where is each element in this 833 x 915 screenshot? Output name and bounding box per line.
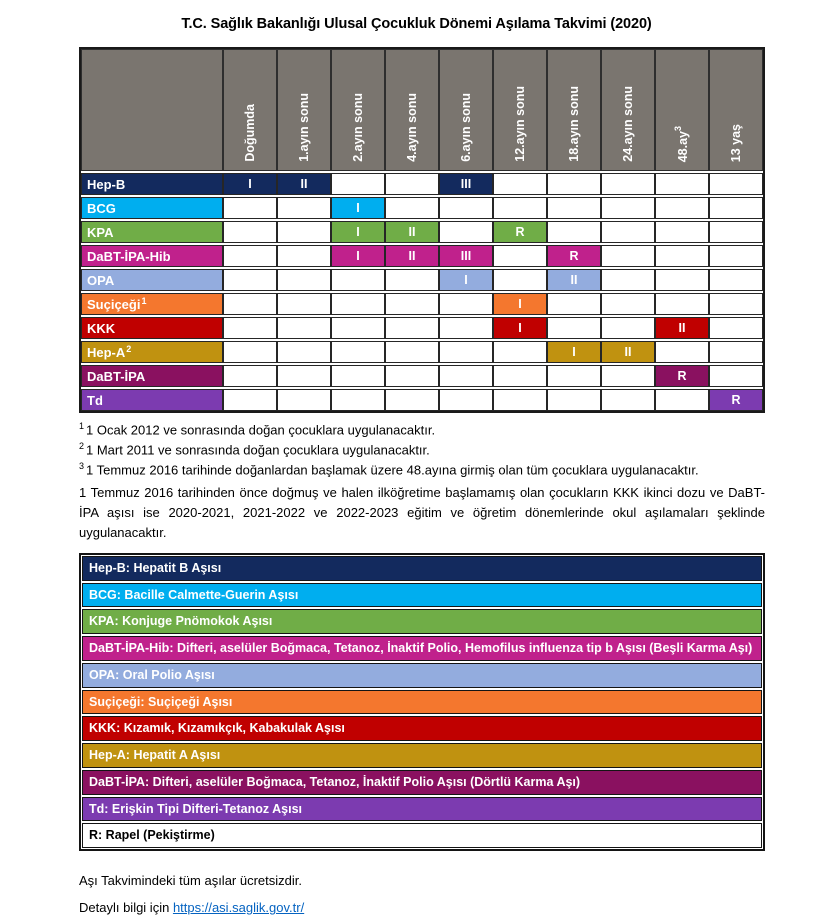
empty-cell: [277, 197, 331, 219]
footnote-text: 1 Mart 2011 ve sonrasında doğan çocuklara uygulanacaktır.: [86, 442, 430, 458]
column-header-2.ayın sonu: [331, 49, 385, 171]
vaccine-row-label: [81, 317, 223, 339]
footnote-text: 1 Temmuz 2016 tarihinde doğanlardan başlamak üzere 48.ayına girmiş olan tüm çocuklara uygulanacaktır.: [86, 462, 699, 478]
column-header-Doğumda: [223, 49, 277, 171]
empty-cell: [331, 317, 385, 339]
dose-cell: II: [277, 173, 331, 195]
empty-cell: [709, 173, 763, 195]
empty-cell: [385, 317, 439, 339]
empty-cell: [331, 293, 385, 315]
empty-cell: [709, 365, 763, 387]
empty-cell: [547, 221, 601, 243]
empty-cell: [439, 389, 493, 411]
empty-cell: [385, 389, 439, 411]
empty-cell: [385, 365, 439, 387]
vaccine-name: DaBT-İPA: [87, 368, 146, 384]
empty-cell: [655, 245, 709, 267]
column-header-label: 1.ayın sonu: [297, 93, 311, 162]
content-area: [79, 47, 765, 851]
empty-cell: [655, 221, 709, 243]
page-title: T.C. Sağlık Bakanlığı Ulusal Çocukluk Dönemi Aşılama Takvimi (2020): [181, 16, 652, 32]
column-header-label: 24.ayın sonu: [621, 86, 635, 162]
vaccine-name: DaBT-İPA-Hib: [87, 248, 171, 264]
column-header-13 yaş: [709, 49, 763, 171]
empty-cell: [277, 389, 331, 411]
empty-cell: [709, 197, 763, 219]
vaccine-name: KKK: [87, 320, 116, 336]
dose-cell: I: [331, 221, 385, 243]
vaccine-row-label: [81, 221, 223, 243]
legend-row: Hep-B: Hepatit B Aşısı: [82, 556, 762, 581]
empty-cell: [331, 389, 385, 411]
column-header-label: Doğumda: [243, 104, 257, 162]
column-header-label: 18.ayın sonu: [567, 86, 581, 162]
vaccine-row-label: [81, 293, 223, 315]
empty-cell: [709, 317, 763, 339]
column-header-1.ayın sonu: [277, 49, 331, 171]
vaccine-name: Suçiçeği: [87, 296, 141, 312]
superscript: 1: [141, 296, 147, 306]
dose-cell: III: [439, 173, 493, 195]
footnote-line: [79, 420, 765, 440]
superscript: 1: [79, 421, 85, 431]
column-header-18.ayın sonu: [547, 49, 601, 171]
empty-cell: [601, 389, 655, 411]
empty-cell: [547, 389, 601, 411]
empty-cell: [493, 197, 547, 219]
legend-row: OPA: Oral Polio Aşısı: [82, 663, 762, 688]
empty-cell: [601, 221, 655, 243]
empty-cell: [493, 245, 547, 267]
legend-row: KKK: Kızamık, Kızamıkçık, Kabakulak Aşısı: [82, 716, 762, 741]
legend-row: R: Rapel (Pekiştirme): [82, 823, 762, 848]
empty-cell: [439, 341, 493, 363]
empty-cell: [709, 269, 763, 291]
legend-row: Td: Erişkin Tipi Difteri-Tetanoz Aşısı: [82, 797, 762, 822]
superscript: 2: [79, 441, 85, 452]
empty-cell: [439, 317, 493, 339]
empty-cell: [493, 389, 547, 411]
empty-cell: [601, 317, 655, 339]
empty-cell: [493, 269, 547, 291]
saglik-gov-link[interactable]: https://asi.saglik.gov.tr/: [172, 900, 305, 915]
empty-cell: [655, 389, 709, 411]
empty-cell: [331, 173, 385, 195]
empty-cell: [277, 221, 331, 243]
dose-cell: II: [547, 269, 601, 291]
empty-cell: [223, 341, 277, 363]
empty-cell: [655, 293, 709, 315]
empty-cell: [331, 269, 385, 291]
dose-cell: I: [547, 341, 601, 363]
empty-cell: [601, 365, 655, 387]
empty-cell: [385, 341, 439, 363]
empty-cell: [277, 317, 331, 339]
legend-row: Suçiçeği: Suçiçeği Aşısı: [82, 690, 762, 715]
empty-cell: [709, 341, 763, 363]
empty-cell: [601, 269, 655, 291]
empty-cell: [547, 365, 601, 387]
footnote-line: [79, 460, 765, 480]
legend-row: DaBT-İPA-Hib: Difteri, aselüler Boğmaca, Tetanoz, İnaktif Polio, Hemofilus influenza tip b Aşısı (Beşli Karma Aşı): [82, 636, 762, 661]
dose-cell: II: [601, 341, 655, 363]
column-header-48.ay: [655, 49, 709, 171]
school-vaccination-paragraph: 1 Temmuz 2016 tarihinden önce doğmuş ve halen ilköğretime başlamamış olan çocukların KKK ikinci dozu ve DaBT-İPA aşısı ise 2020-2021, 2021-2022 ve 2022-2023 eğitim ve öğretim dönemlerinde okul aşılamaları şeklinde uygulanacaktır.: [79, 484, 765, 540]
empty-cell: [655, 269, 709, 291]
vaccine-name: KPA: [87, 224, 114, 240]
dose-cell: II: [655, 317, 709, 339]
empty-cell: [385, 293, 439, 315]
vaccine-name: BCG: [87, 200, 116, 216]
footnotes: [79, 420, 765, 481]
vaccine-legend: [79, 553, 765, 851]
empty-cell: [223, 365, 277, 387]
column-header-4.ayın sonu: [385, 49, 439, 171]
empty-cell: [547, 293, 601, 315]
dose-cell: I: [331, 197, 385, 219]
column-header-label: 6.ayın sonu: [459, 93, 473, 162]
column-header-24.ayın sonu: [601, 49, 655, 171]
empty-cell: [547, 197, 601, 219]
vaccine-row-label: [81, 389, 223, 411]
dose-cell: I: [439, 269, 493, 291]
empty-cell: [709, 245, 763, 267]
empty-cell: [439, 197, 493, 219]
vaccine-row-label: [81, 197, 223, 219]
dose-cell: R: [547, 245, 601, 267]
superscript: 2: [126, 344, 132, 354]
footnote-text: 1 Ocak 2012 ve sonrasında doğan çocuklara uygulanacaktır.: [86, 422, 436, 438]
empty-cell: [331, 341, 385, 363]
column-header-label: 12.ayın sonu: [513, 86, 527, 162]
vaccine-row-label: [81, 245, 223, 267]
legend-row: KPA: Konjuge Pnömokok Aşısı: [82, 609, 762, 634]
empty-cell: [601, 293, 655, 315]
empty-cell: [655, 197, 709, 219]
column-header-6.ayın sonu: [439, 49, 493, 171]
dose-cell: III: [439, 245, 493, 267]
empty-cell: [223, 317, 277, 339]
empty-cell: [655, 341, 709, 363]
dose-cell: II: [385, 245, 439, 267]
empty-cell: [493, 173, 547, 195]
empty-cell: [277, 293, 331, 315]
empty-cell: [709, 293, 763, 315]
empty-cell: [601, 173, 655, 195]
dose-cell: I: [331, 245, 385, 267]
empty-cell: [277, 341, 331, 363]
empty-cell: [223, 245, 277, 267]
empty-cell: [223, 293, 277, 315]
empty-cell: [223, 221, 277, 243]
superscript: 3: [79, 461, 85, 472]
empty-cell: [709, 221, 763, 243]
empty-cell: [547, 317, 601, 339]
empty-cell: [385, 173, 439, 195]
empty-cell: [601, 197, 655, 219]
empty-cell: [385, 197, 439, 219]
empty-cell: [223, 389, 277, 411]
empty-cell: [493, 365, 547, 387]
vaccine-name: Td: [87, 392, 103, 408]
column-header-12.ayın sonu: [493, 49, 547, 171]
empty-cell: [331, 365, 385, 387]
empty-cell: [277, 245, 331, 267]
vaccine-name: Hep-B: [87, 176, 126, 192]
legend-row: BCG: Bacille Calmette-Guerin Aşısı: [82, 583, 762, 608]
vaccine-row-label: [81, 173, 223, 195]
empty-cell: [655, 173, 709, 195]
column-header-label: 13 yaş: [729, 123, 743, 162]
dose-cell: I: [223, 173, 277, 195]
empty-cell: [385, 269, 439, 291]
vaccine-row-label: [81, 269, 223, 291]
empty-cell: [277, 269, 331, 291]
vaccine-name: Hep-A: [87, 344, 126, 360]
empty-cell: [223, 269, 277, 291]
dose-cell: I: [493, 317, 547, 339]
superscript: 3: [673, 125, 684, 131]
empty-cell: [223, 197, 277, 219]
dose-cell: R: [493, 221, 547, 243]
footnote-line: [79, 440, 765, 460]
vaccine-row-label: [81, 365, 223, 387]
empty-cell: [547, 173, 601, 195]
free-vaccines-note: Aşı Takvimindeki tüm aşılar ücretsizdir.: [79, 873, 302, 889]
column-header-label: 4.ayın sonu: [405, 93, 419, 162]
legend-row: Hep-A: Hepatit A Aşısı: [82, 743, 762, 768]
empty-cell: [439, 293, 493, 315]
empty-cell: [493, 341, 547, 363]
more-info-line: [79, 900, 833, 915]
dose-cell: I: [493, 293, 547, 315]
vaccine-row-label: [81, 341, 223, 363]
empty-cell: [277, 365, 331, 387]
column-header-label: $48.ay^3$: [673, 125, 691, 162]
empty-cell: [439, 221, 493, 243]
column-header-label: 2.ayın sonu: [351, 93, 365, 162]
empty-cell: [601, 245, 655, 267]
table-corner-cell: [81, 49, 223, 171]
empty-cell: [439, 365, 493, 387]
dose-cell: R: [709, 389, 763, 411]
more-info-label: Detaylı bilgi için: [79, 900, 173, 915]
vaccine-table: [79, 47, 765, 413]
vaccine-name: OPA: [87, 272, 115, 288]
dose-cell: II: [385, 221, 439, 243]
legend-row: DaBT-İPA: Difteri, aselüler Boğmaca, Tetanoz, İnaktif Polio Aşısı (Dörtlü Karma Aşı): [82, 770, 762, 795]
dose-cell: R: [655, 365, 709, 387]
